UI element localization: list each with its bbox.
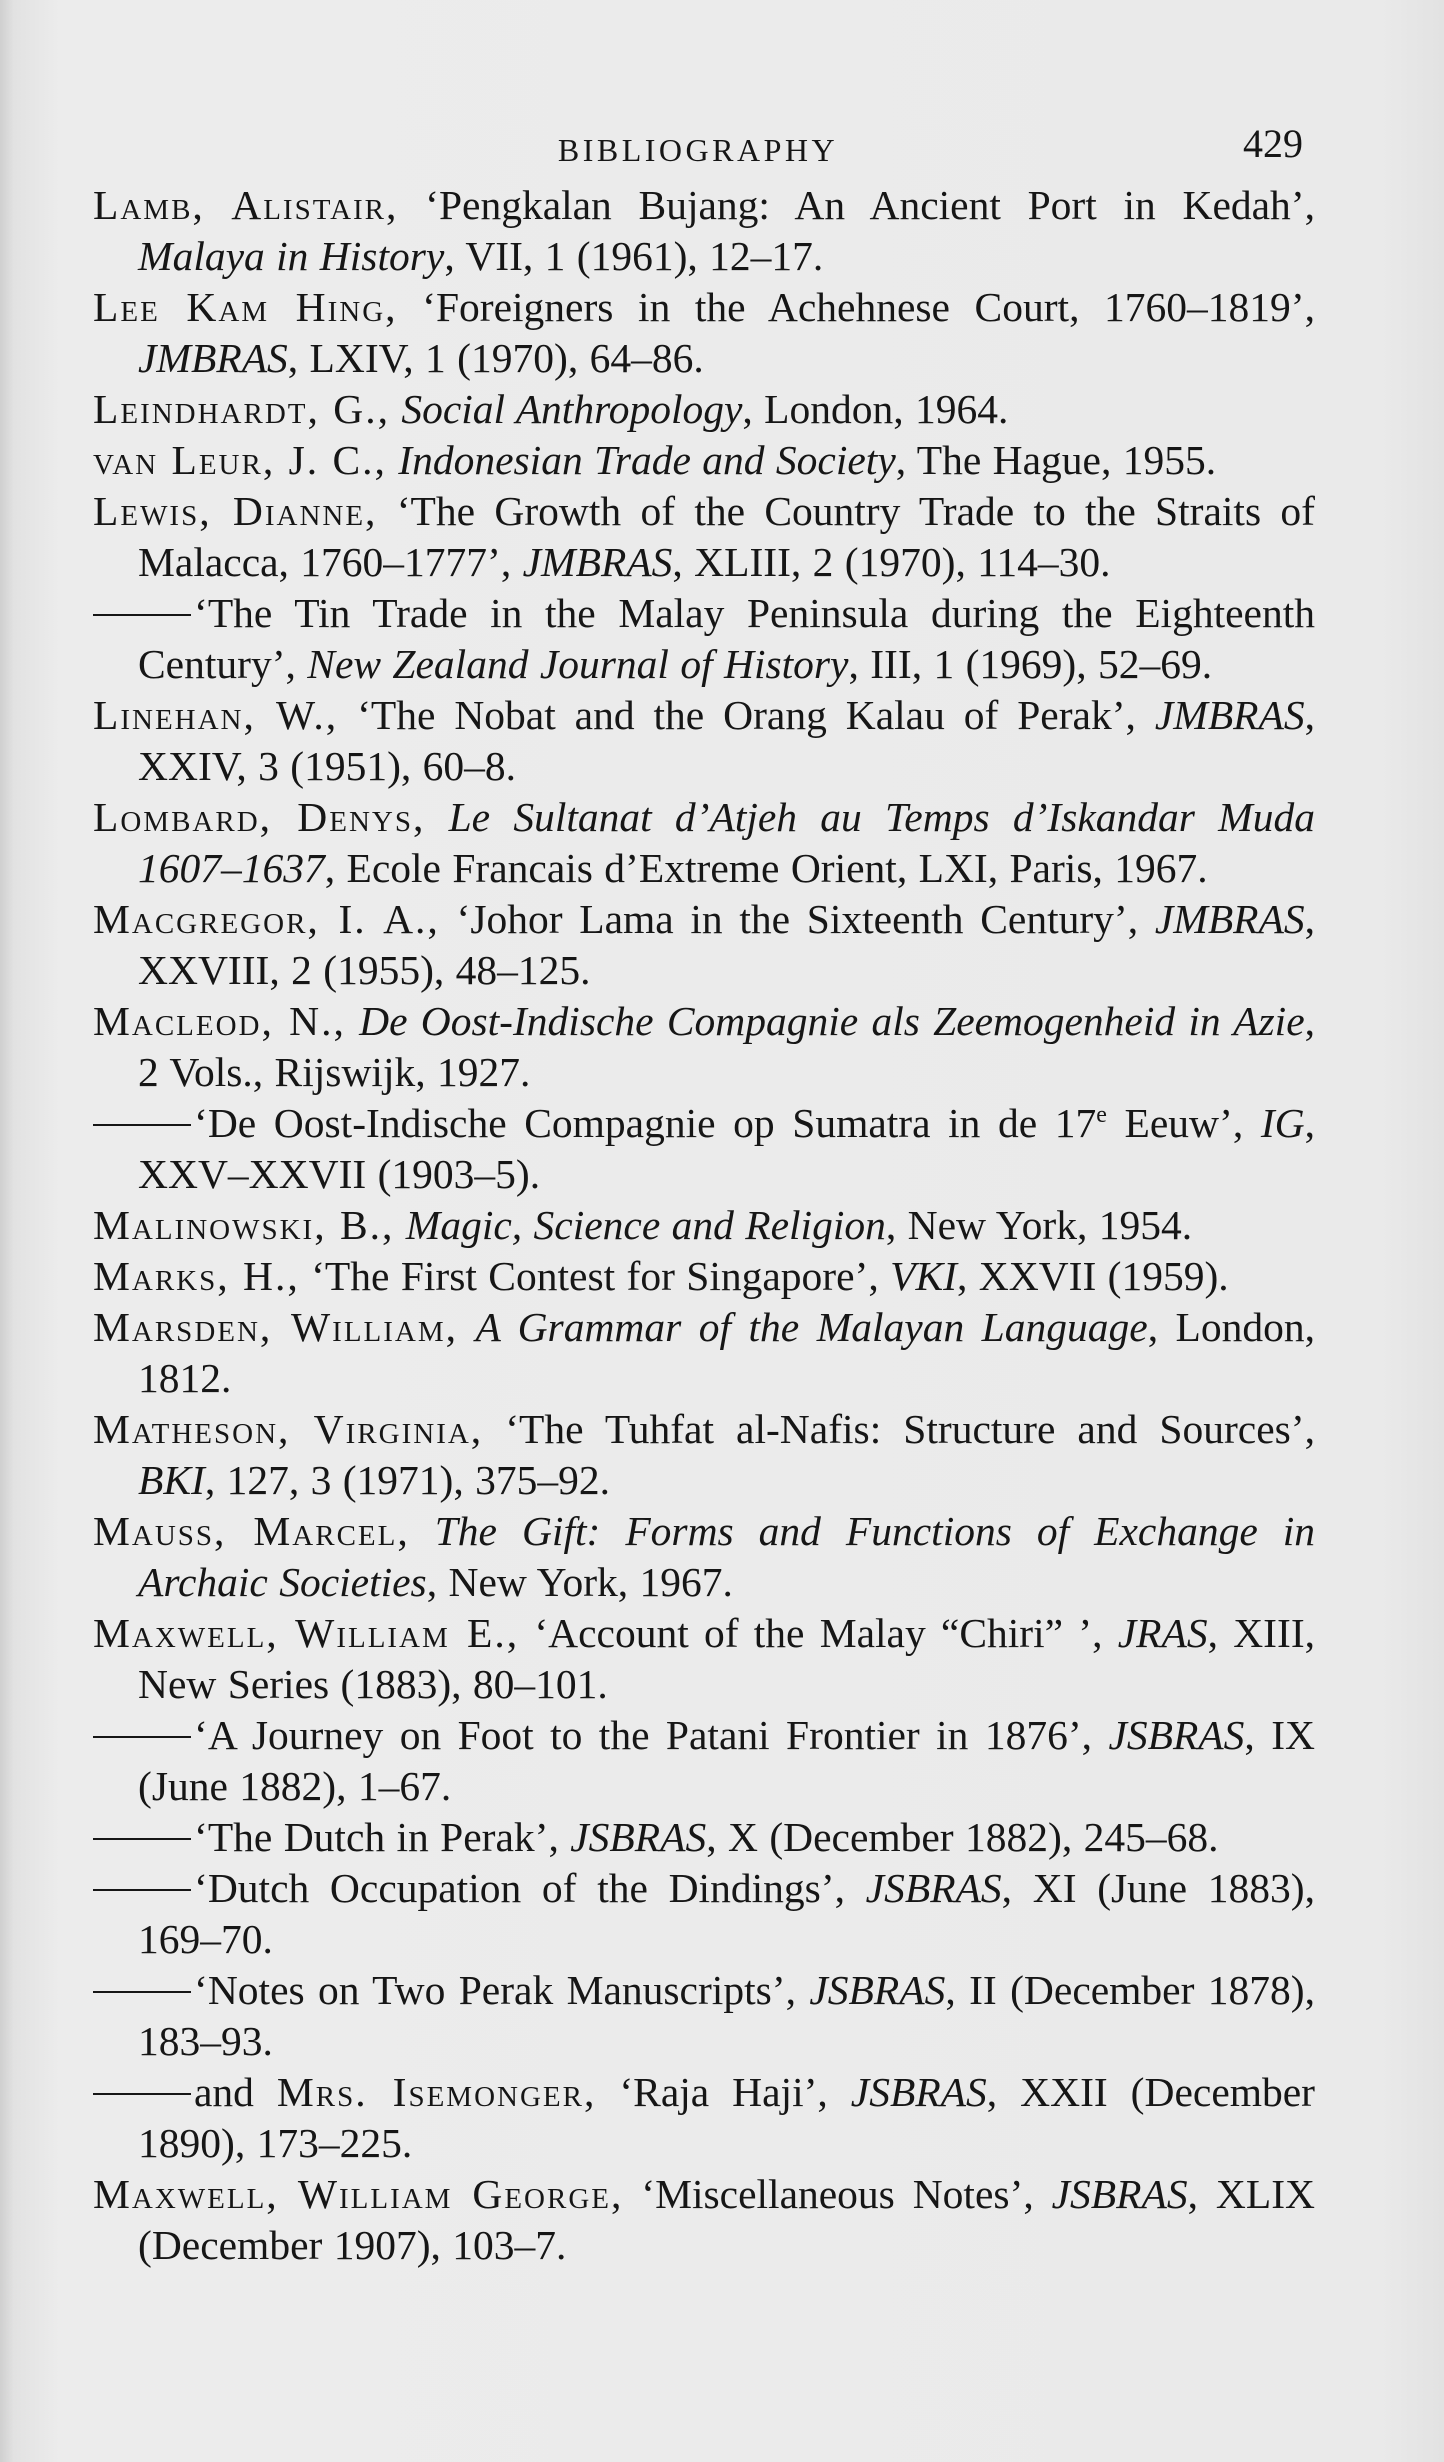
- bibliography-entry: van Leur, J. C., Indonesian Trade and Society, The Hague, 1955.: [93, 437, 1217, 483]
- bibliography-entry: and Mrs. Isemonger, ‘Raja Haji’, JSBRAS, XXII (December 1890), 173–225.: [93, 2067, 1315, 2169]
- bibliography-entry: ‘The Tin Trade in the Malay Peninsula during the Eighteenth Century’, New Zealand Journal of History, III, 1 (1969), 52–69.: [93, 588, 1315, 690]
- bibliography-entry: Malinowski, B., Magic, Science and Religion, New York, 1954.: [93, 1202, 1193, 1248]
- entry-title: JMBRAS: [1154, 692, 1305, 738]
- entry-author: Macgregor, I. A.,: [93, 896, 440, 942]
- entry-coauthor: Mrs. Isemonger,: [276, 2069, 597, 2115]
- ditto-dash: [93, 614, 191, 616]
- entry-author: Lamb, Alistair,: [93, 182, 399, 228]
- entry-title: JMBRAS: [1154, 896, 1305, 942]
- entry-author: Linehan, W.,: [93, 692, 339, 738]
- entry-author: Marks, H.,: [93, 1253, 300, 1299]
- entry-title: The Gift: Forms and Functions of Exchange in Archaic Societies: [138, 1508, 1315, 1605]
- bibliography-entry: Matheson, Virginia, ‘The Tuhfat al-Nafis: Structure and Sources’, BKI, 127, 3 (1971), 375–92.: [93, 1406, 1315, 1503]
- entry-author: Macleod, N.,: [93, 998, 346, 1044]
- entry-title: New Zealand Journal of History: [307, 641, 849, 687]
- page-header: [93, 118, 1303, 178]
- bibliography-entry: Lewis, Dianne, ‘The Growth of the Country Trade to the Straits of Malacca, 1760–1777’, JMBRAS, XLIII, 2 (1970), 114–30.: [93, 488, 1315, 585]
- entry-title: JRAS: [1117, 1610, 1208, 1656]
- entry-title: VKI: [890, 1253, 957, 1299]
- entry-author: Leindhardt, G.,: [93, 386, 390, 432]
- entry-title: JMBRAS: [522, 539, 673, 585]
- entry-title: JSBRAS: [1051, 2171, 1188, 2217]
- ditto-dash: [93, 1991, 191, 1993]
- bibliography-entry: ‘De Oost-Indische Compagnie op Sumatra in de 17e Eeuw’, IG, XXV–XXVII (1903–5).: [93, 1098, 1315, 1200]
- entry-title: JSBRAS: [1108, 1712, 1245, 1758]
- entry-author: Matheson, Virginia,: [93, 1406, 484, 1452]
- entry-title: A Grammar of the Malayan Language: [475, 1304, 1148, 1350]
- ditto-dash: [93, 1838, 191, 1840]
- entry-title: Le Sultanat d’Atjeh au Temps d’Iskandar Muda 1607–1637: [138, 794, 1316, 891]
- entry-title: Malaya in History: [138, 233, 445, 279]
- entry-author: Maxwell, William E.,: [93, 1610, 520, 1656]
- bibliography-entry: Marks, H., ‘The First Contest for Singapore’, VKI, XXVII (1959).: [93, 1253, 1229, 1299]
- bibliography-entry: Lee Kam Hing, ‘Foreigners in the Achehnese Court, 1760–1819’, JMBRAS, LXIV, 1 (1970), 64–86.: [93, 284, 1315, 381]
- entry-author: Lombard, Denys,: [93, 794, 426, 840]
- bibliography-entry: ‘Dutch Occupation of the Dindings’, JSBRAS, XI (June 1883), 169–70.: [93, 1863, 1315, 1965]
- entry-title: BKI: [138, 1457, 205, 1503]
- entry-title: JSBRAS: [865, 1865, 1002, 1911]
- entry-title: Magic, Science and Religion: [405, 1202, 886, 1248]
- entry-title: JSBRAS: [570, 1814, 707, 1860]
- entry-author: Maxwell, William George,: [93, 2171, 624, 2217]
- bibliography-entry: ‘The Dutch in Perak’, JSBRAS, X (December 1882), 245–68.: [93, 1812, 1315, 1863]
- entry-title: De Oost-Indische Compagnie als Zeemogenheid in Azie: [359, 998, 1305, 1044]
- entry-title: JSBRAS: [809, 1967, 946, 2013]
- entry-author: Malinowski, B.,: [93, 1202, 395, 1248]
- bibliography-entry: Marsden, William, A Grammar of the Malayan Language, London, 1812.: [93, 1304, 1316, 1401]
- entry-author: Marsden, William,: [93, 1304, 459, 1350]
- entry-title: Social Anthropology: [401, 386, 743, 432]
- entry-title: Indonesian Trade and Society: [398, 437, 896, 483]
- ditto-dash: [93, 1889, 191, 1891]
- entry-title: IG: [1260, 1100, 1305, 1146]
- bibliography-entry: Mauss, Marcel, The Gift: Forms and Functions of Exchange in Archaic Societies, New York, 1967.: [93, 1508, 1315, 1605]
- bibliography-entry: Lombard, Denys, Le Sultanat d’Atjeh au Temps d’Iskandar Muda 1607–1637, Ecole Francais d’Extreme Orient, LXI, Paris, 1967.: [93, 794, 1316, 891]
- bibliography-entry: ‘Notes on Two Perak Manuscripts’, JSBRAS, II (December 1878), 183–93.: [93, 1965, 1315, 2067]
- ditto-dash: [93, 1736, 191, 1738]
- entry-author: van Leur, J. C.,: [93, 437, 387, 483]
- ditto-dash: [93, 1124, 191, 1126]
- bibliography-entry: Macgregor, I. A., ‘Johor Lama in the Sixteenth Century’, JMBRAS, XXVIII, 2 (1955), 48–125.: [93, 896, 1315, 993]
- page-number: 429: [1243, 121, 1303, 166]
- bibliography-entry: Leindhardt, G., Social Anthropology, London, 1964.: [93, 386, 1009, 432]
- entry-title: JMBRAS: [138, 335, 288, 381]
- bibliography-entry: Maxwell, William George, ‘Miscellaneous Notes’, JSBRAS, XLIX (December 1907), 103–7.: [93, 2171, 1315, 2268]
- entry-author: Lewis, Dianne,: [93, 488, 378, 534]
- bibliography-entry: Lamb, Alistair, ‘Pengkalan Bujang: An Ancient Port in Kedah’, Malaya in History, VII, 1 (1961), 12–17.: [93, 182, 1315, 279]
- bibliography-entry: Maxwell, William E., ‘Account of the Malay “Chiri” ’, JRAS, XIII, New Series (1883), 80–101.: [93, 1610, 1316, 1707]
- bibliography-list: [93, 180, 1315, 2271]
- entry-author: Mauss, Marcel,: [93, 1508, 410, 1554]
- bibliography-entry: Macleod, N., De Oost-Indische Compagnie als Zeemogenheid in Azie, 2 Vols., Rijswijk, 1927.: [93, 998, 1316, 1095]
- entry-author: Lee Kam Hing,: [93, 284, 398, 330]
- ditto-dash: [93, 2093, 191, 2095]
- entry-title: JSBRAS: [850, 2069, 987, 2115]
- bibliography-entry: Linehan, W., ‘The Nobat and the Orang Kalau of Perak’, JMBRAS, XXIV, 3 (1951), 60–8.: [93, 692, 1316, 789]
- bibliography-entry: ‘A Journey on Foot to the Patani Frontier in 1876’, JSBRAS, IX (June 1882), 1–67.: [93, 1710, 1315, 1812]
- running-head: BIBLIOGRAPHY: [557, 132, 839, 168]
